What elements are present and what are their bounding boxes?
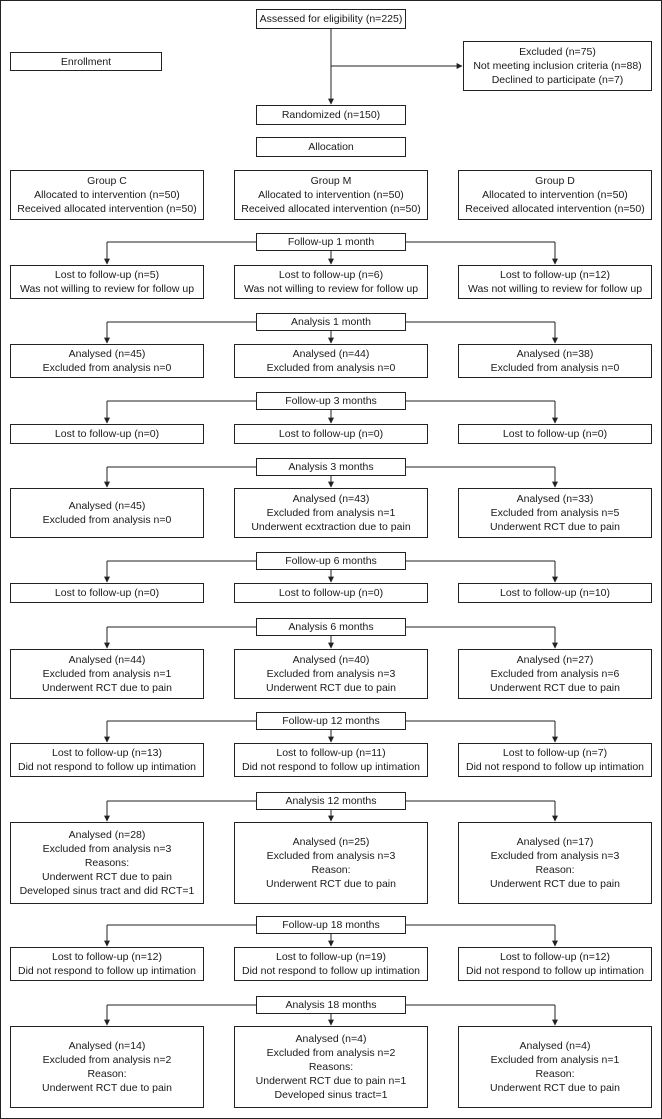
follow-up-18-months-box-m-line-1: Lost to follow-up (n=19) xyxy=(275,951,387,963)
follow-up-18-months-box-d-line-1: Lost to follow-up (n=12) xyxy=(499,951,611,963)
analysis-18-months-box-m-line-5: Developed sinus tract=1 xyxy=(274,1089,388,1101)
analysis-12-months-box-m-line-3: Reason: xyxy=(311,864,351,876)
follow-up-18-months-box-c-line-1: Lost to follow-up (n=12) xyxy=(51,951,163,963)
randomized-box-line-1: Randomized (n=150) xyxy=(281,109,381,121)
stage-header-follow-up-12-months xyxy=(256,712,406,730)
follow-up-12-months-box-m xyxy=(234,743,428,777)
follow-up-1-month-box-m xyxy=(234,265,428,299)
analysis-18-months-box-m-line-3: Reasons: xyxy=(308,1061,354,1073)
excluded-box xyxy=(463,41,652,91)
group-box-m-line-2: Allocated to intervention (n=50) xyxy=(258,189,404,201)
analysis-12-months-box-d-line-4: Underwent RCT due to pain xyxy=(490,878,620,890)
follow-up-3-months-box-c xyxy=(10,424,204,444)
analysis-18-months-box-m-line-2: Excluded from analysis n=2 xyxy=(266,1047,396,1059)
follow-up-12-months-box-c-line-2: Did not respond to follow up intimation xyxy=(17,761,197,773)
analysis-3-months-box-c-line-1: Analysed (n=45) xyxy=(68,500,146,512)
analysis-12-months-box-c-line-5: Developed sinus tract and did RCT=1 xyxy=(19,885,195,897)
analysis-6-months-box-c-line-1: Analysed (n=44) xyxy=(68,654,146,666)
stage-header-follow-up-18-months-line-1: Follow-up 18 months xyxy=(282,919,380,931)
follow-up-12-months-box-d-line-2: Did not respond to follow up intimation xyxy=(465,761,645,773)
group-box-c-line-1: Group C xyxy=(87,175,127,187)
analysis-3-months-box-d-line-3: Underwent RCT due to pain xyxy=(490,521,620,533)
follow-up-12-months-box-m-line-2: Did not respond to follow up intimation xyxy=(241,761,421,773)
analysis-12-months-box-c-line-2: Excluded from analysis n=3 xyxy=(42,843,172,855)
analysis-6-months-box-d-line-3: Underwent RCT due to pain xyxy=(490,682,620,694)
stage-header-analysis-12-months-line-1: Analysis 12 months xyxy=(285,795,377,807)
follow-up-18-months-box-d xyxy=(458,947,652,981)
analysis-1-month-box-c-line-2: Excluded from analysis n=0 xyxy=(42,362,172,374)
stage-header-follow-up-3-months xyxy=(256,392,406,410)
analysis-1-month-box-d-line-1: Analysed (n=38) xyxy=(516,348,594,360)
analysis-6-months-box-m-line-1: Analysed (n=40) xyxy=(292,654,370,666)
follow-up-3-months-box-m xyxy=(234,424,428,444)
analysis-18-months-box-m xyxy=(234,1026,428,1108)
follow-up-12-months-box-m-line-1: Lost to follow-up (n=11) xyxy=(276,747,386,759)
follow-up-18-months-box-m xyxy=(234,947,428,981)
stage-header-analysis-18-months-line-1: Analysis 18 months xyxy=(285,999,377,1011)
stage-header-follow-up-1-month-line-1: Follow-up 1 month xyxy=(287,236,375,248)
stage-header-follow-up-18-months xyxy=(256,916,406,934)
analysis-1-month-box-d-line-2: Excluded from analysis n=0 xyxy=(490,362,620,374)
excluded-box-line-1: Excluded (n=75) xyxy=(519,46,596,58)
stage-header-follow-up-1-month xyxy=(256,233,406,251)
group-box-m-line-1: Group M xyxy=(310,175,352,187)
follow-up-3-months-box-d-line-1: Lost to follow-up (n=0) xyxy=(502,428,608,440)
assessed-box-line-1: Assessed for eligibility (n=225) xyxy=(259,13,403,25)
analysis-1-month-box-m xyxy=(234,344,428,378)
group-box-c-line-3: Received allocated intervention (n=50) xyxy=(17,203,197,215)
follow-up-1-month-box-c xyxy=(10,265,204,299)
analysis-1-month-box-m-line-1: Analysed (n=44) xyxy=(292,348,370,360)
follow-up-1-month-box-m-line-1: Lost to follow-up (n=6) xyxy=(278,269,384,281)
analysis-6-months-box-c-line-3: Underwent RCT due to pain xyxy=(42,682,172,694)
analysis-3-months-box-m xyxy=(234,488,428,538)
group-box-c xyxy=(10,170,204,220)
stage-header-follow-up-12-months-line-1: Follow-up 12 months xyxy=(282,715,380,727)
analysis-12-months-box-c-line-1: Analysed (n=28) xyxy=(68,829,146,841)
analysis-6-months-box-m-line-3: Underwent RCT due to pain xyxy=(266,682,396,694)
analysis-3-months-box-d-line-1: Analysed (n=33) xyxy=(516,493,594,505)
analysis-6-months-box-c xyxy=(10,649,204,699)
follow-up-6-months-box-m-line-1: Lost to follow-up (n=0) xyxy=(278,587,384,599)
analysis-6-months-box-m-line-2: Excluded from analysis n=3 xyxy=(266,668,396,680)
excluded-box-line-2: Not meeting inclusion criteria (n=88) xyxy=(473,60,642,72)
stage-header-analysis-6-months xyxy=(256,618,406,636)
analysis-12-months-box-c-line-4: Underwent RCT due to pain xyxy=(42,871,172,883)
excluded-box-line-3: Declined to participate (n=7) xyxy=(491,74,624,86)
analysis-18-months-box-d-line-3: Reason: xyxy=(535,1068,575,1080)
analysis-1-month-box-c-line-1: Analysed (n=45) xyxy=(68,348,146,360)
analysis-18-months-box-c xyxy=(10,1026,204,1108)
analysis-6-months-box-c-line-2: Excluded from analysis n=1 xyxy=(42,668,172,680)
follow-up-18-months-box-m-line-2: Did not respond to follow up intimation xyxy=(241,965,421,977)
analysis-18-months-box-d xyxy=(458,1026,652,1108)
stage-header-analysis-3-months-line-1: Analysis 3 months xyxy=(288,461,374,473)
analysis-18-months-box-m-line-1: Analysed (n=4) xyxy=(295,1033,367,1045)
analysis-12-months-box-d-line-1: Analysed (n=17) xyxy=(516,836,594,848)
stage-header-analysis-3-months xyxy=(256,458,406,476)
analysis-18-months-box-m-line-4: Underwent RCT due to pain n=1 xyxy=(255,1075,407,1087)
stage-header-follow-up-6-months xyxy=(256,552,406,570)
analysis-12-months-box-m-line-2: Excluded from analysis n=3 xyxy=(266,850,396,862)
stage-header-analysis-18-months xyxy=(256,996,406,1014)
follow-up-1-month-box-d-line-1: Lost to follow-up (n=12) xyxy=(499,269,611,281)
stage-header-follow-up-6-months-line-1: Follow-up 6 months xyxy=(285,555,377,567)
analysis-12-months-box-d-line-3: Reason: xyxy=(535,864,575,876)
group-box-d xyxy=(458,170,652,220)
enrollment-box-line-1: Enrollment xyxy=(60,55,112,68)
analysis-1-month-box-m-line-2: Excluded from analysis n=0 xyxy=(266,362,396,374)
analysis-18-months-box-d-line-4: Underwent RCT due to pain xyxy=(490,1082,620,1094)
follow-up-12-months-box-c-line-1: Lost to follow-up (n=13) xyxy=(51,747,163,759)
analysis-6-months-box-m xyxy=(234,649,428,699)
allocation-box xyxy=(256,137,406,157)
analysis-12-months-box-c-line-3: Reasons: xyxy=(84,857,130,869)
analysis-18-months-box-d-line-2: Excluded from analysis n=1 xyxy=(490,1054,620,1066)
analysis-1-month-box-d xyxy=(458,344,652,378)
follow-up-18-months-box-c xyxy=(10,947,204,981)
group-box-d-line-2: Allocated to intervention (n=50) xyxy=(482,189,628,201)
analysis-6-months-box-d xyxy=(458,649,652,699)
follow-up-6-months-box-d-line-1: Lost to follow-up (n=10) xyxy=(499,587,611,599)
analysis-18-months-box-c-line-1: Analysed (n=14) xyxy=(68,1040,146,1052)
analysis-12-months-box-d xyxy=(458,822,652,904)
follow-up-18-months-box-d-line-2: Did not respond to follow up intimation xyxy=(465,965,645,977)
analysis-6-months-box-d-line-2: Excluded from analysis n=6 xyxy=(490,668,620,680)
group-box-d-line-1: Group D xyxy=(535,175,575,187)
analysis-3-months-box-c-line-2: Excluded from analysis n=0 xyxy=(42,514,172,526)
analysis-12-months-box-m-line-1: Analysed (n=25) xyxy=(292,836,370,848)
analysis-12-months-box-m xyxy=(234,822,428,904)
follow-up-1-month-box-d xyxy=(458,265,652,299)
group-box-m-line-3: Received allocated intervention (n=50) xyxy=(241,203,421,215)
follow-up-3-months-box-m-line-1: Lost to follow-up (n=0) xyxy=(278,428,384,440)
stage-header-follow-up-3-months-line-1: Follow-up 3 months xyxy=(285,395,377,407)
group-box-d-line-3: Received allocated intervention (n=50) xyxy=(465,203,645,215)
follow-up-1-month-box-c-line-1: Lost to follow-up (n=5) xyxy=(54,269,160,281)
analysis-1-month-box-c xyxy=(10,344,204,378)
analysis-3-months-box-d-line-2: Excluded from analysis n=5 xyxy=(490,507,620,519)
analysis-18-months-box-c-line-3: Reason: xyxy=(87,1068,127,1080)
randomized-box xyxy=(256,105,406,125)
analysis-6-months-box-d-line-1: Analysed (n=27) xyxy=(516,654,594,666)
follow-up-1-month-box-c-line-2: Was not willing to review for follow up xyxy=(19,283,195,295)
analysis-3-months-box-m-line-2: Excluded from analysis n=1 xyxy=(266,507,396,519)
follow-up-12-months-box-d xyxy=(458,743,652,777)
follow-up-3-months-box-c-line-1: Lost to follow-up (n=0) xyxy=(54,428,160,440)
follow-up-1-month-box-d-line-2: Was not willing to review for follow up xyxy=(467,283,643,295)
stage-header-analysis-6-months-line-1: Analysis 6 months xyxy=(288,621,374,633)
stage-header-analysis-12-months xyxy=(256,792,406,810)
follow-up-3-months-box-d xyxy=(458,424,652,444)
stage-header-analysis-1-month xyxy=(256,313,406,331)
enrollment-box xyxy=(10,52,162,71)
analysis-18-months-box-c-line-2: Excluded from analysis n=2 xyxy=(42,1054,172,1066)
analysis-12-months-box-c xyxy=(10,822,204,904)
follow-up-12-months-box-c xyxy=(10,743,204,777)
follow-up-18-months-box-c-line-2: Did not respond to follow up intimation xyxy=(17,965,197,977)
follow-up-6-months-box-c xyxy=(10,583,204,603)
follow-up-6-months-box-d xyxy=(458,583,652,603)
group-box-m xyxy=(234,170,428,220)
allocation-box-line-1: Allocation xyxy=(308,141,354,153)
follow-up-6-months-box-c-line-1: Lost to follow-up (n=0) xyxy=(54,587,160,599)
analysis-3-months-box-d xyxy=(458,488,652,538)
follow-up-1-month-box-m-line-2: Was not willing to review for follow up xyxy=(243,283,419,295)
group-box-c-line-2: Allocated to intervention (n=50) xyxy=(34,189,180,201)
analysis-3-months-box-m-line-1: Analysed (n=43) xyxy=(292,493,370,505)
analysis-3-months-box-c xyxy=(10,488,204,538)
assessed-box xyxy=(256,9,406,29)
follow-up-6-months-box-m xyxy=(234,583,428,603)
analysis-12-months-box-d-line-2: Excluded from analysis n=3 xyxy=(490,850,620,862)
analysis-12-months-box-m-line-4: Underwent RCT due to pain xyxy=(266,878,396,890)
stage-header-analysis-1-month-line-1: Analysis 1 month xyxy=(291,316,371,328)
follow-up-12-months-box-d-line-1: Lost to follow-up (n=7) xyxy=(502,747,608,759)
analysis-18-months-box-d-line-1: Analysed (n=4) xyxy=(519,1040,591,1052)
analysis-18-months-box-c-line-4: Underwent RCT due to pain xyxy=(42,1082,172,1094)
analysis-3-months-box-m-line-3: Underwent ecxtraction due to pain xyxy=(251,521,411,533)
